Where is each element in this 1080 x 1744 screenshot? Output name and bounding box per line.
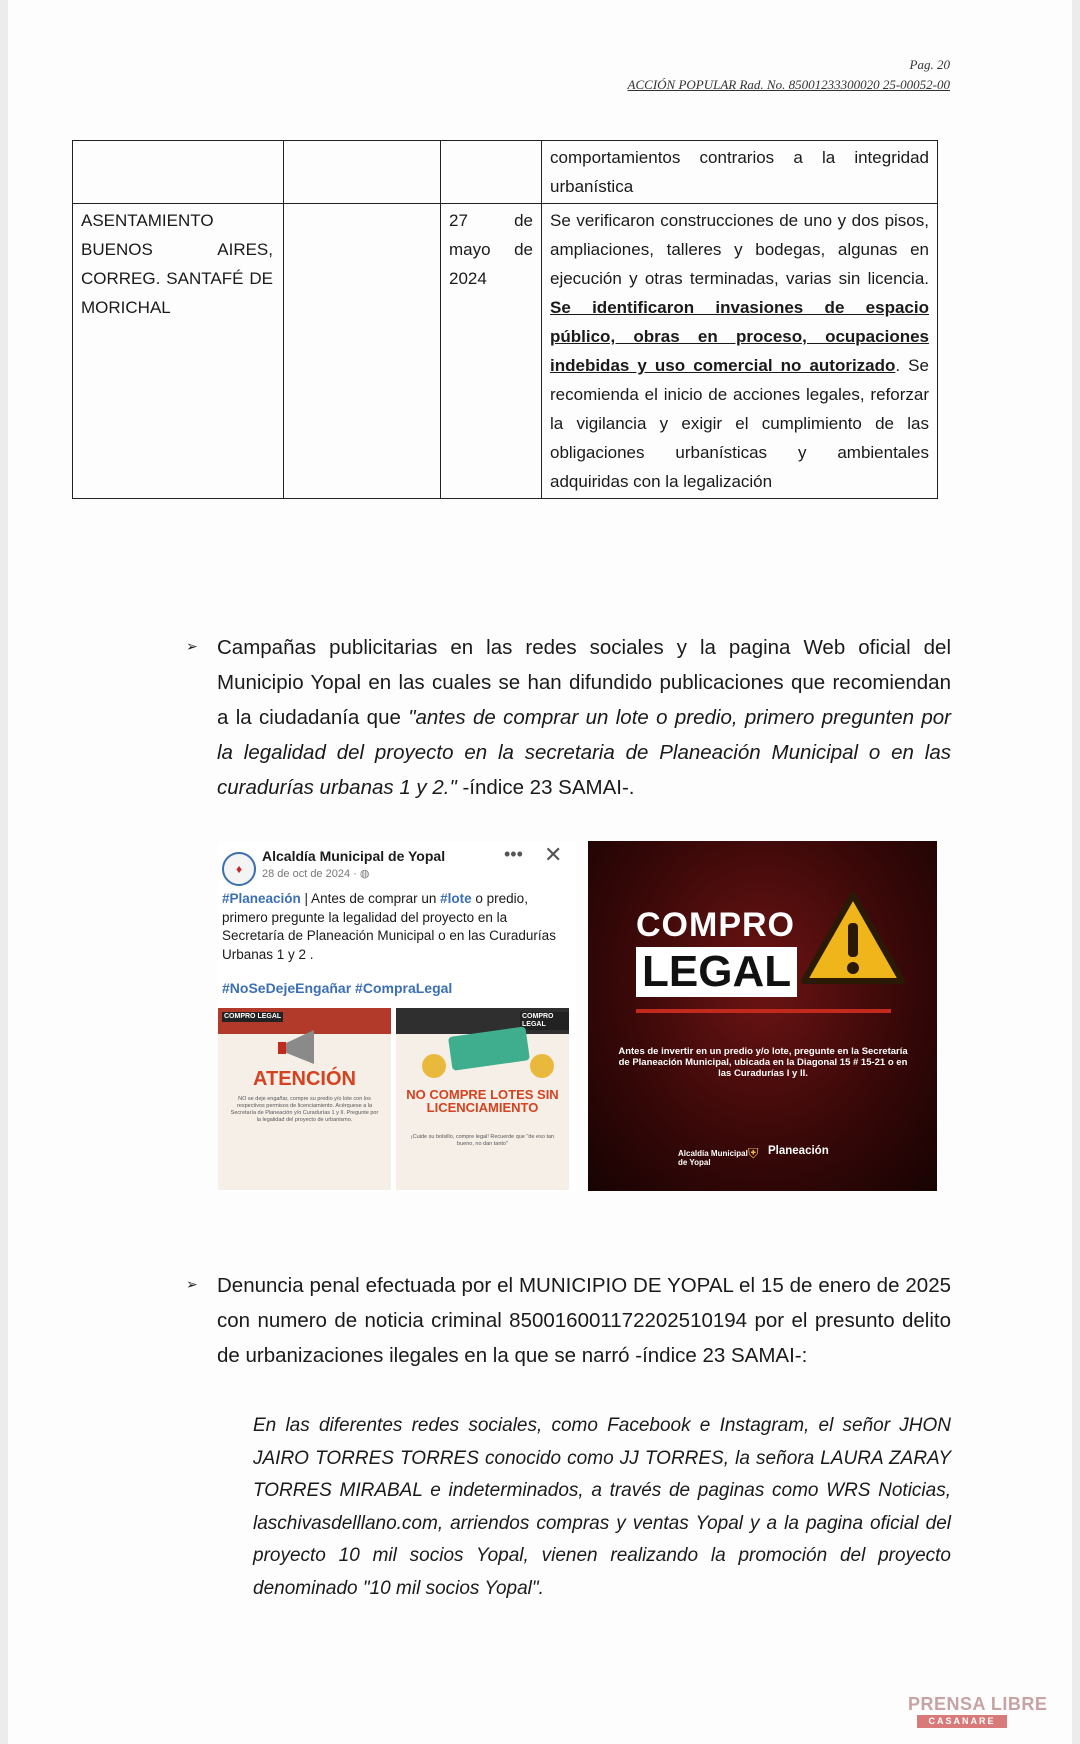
- table-cell: [73, 141, 284, 204]
- table-cell: [284, 204, 441, 499]
- observation-text: . Se recomienda el inicio de acciones legales, reforzar la vigilancia y exigir el cumplimiento de las obligaciones urbanísticas y ambientales adquiridas con la legalización: [550, 356, 929, 491]
- fb-hashtags: #NoSeDejeEngañar #CompraLegal: [222, 980, 453, 996]
- case-reference: ACCIÓN POPULAR Rad. No. 85001233300020 25-00052-00: [627, 77, 950, 92]
- warning-triangle-icon: [798, 889, 908, 989]
- card-subtext: NO se deje engañar, compre su predio y/o lote con los respectivos permisos de licenciamiento. Acérquese a la Secretaría de Planeación y/o Curadurías 1 y II. Pregunte por la legalidad del proyecto de urbanismo.: [230, 1096, 379, 1123]
- fb-card-atencion: [218, 1008, 391, 1190]
- hashtag: #lote: [440, 891, 472, 906]
- bullet-paragraph-campaigns: [217, 630, 951, 805]
- poster-footer-planeacion: Planeación: [768, 1145, 829, 1157]
- fb-text: | Antes de comprar un: [300, 891, 441, 906]
- table-cell-observation: comportamientos contrarios a la integridad urbanística: [542, 141, 938, 204]
- compro-legal-mini-logo: COMPRO LEGAL: [520, 1012, 569, 1030]
- poster-body-text: Antes de invertir en un predio y/o lote, pregunte en la Secretaría de Planeación Municipal, ubicada en la Diagonal 15 # 15-21 o en las Curadurías I y II.: [618, 1046, 908, 1079]
- fb-card-no-compre: [396, 1008, 569, 1190]
- inspection-table: [72, 140, 938, 499]
- fb-post-date: [262, 867, 369, 880]
- poster-divider: [636, 1009, 891, 1013]
- bullet-arrow-icon: ➢: [186, 638, 198, 654]
- compro-legal-poster: [588, 841, 937, 1191]
- watermark-subtitle: CASANARE: [917, 1715, 1007, 1728]
- observation-text: Se verificaron construcciones de uno y dos pisos, ampliaciones, talleres y bodegas, algunas en ejecución y otras terminadas, varias sin licencia.: [550, 211, 929, 288]
- coat-of-arms-icon: ⛨: [748, 1145, 759, 1161]
- globe-icon: ◍: [359, 868, 370, 880]
- municipality-logo-icon: ♦: [222, 852, 256, 886]
- table-cell: [441, 141, 542, 204]
- poster-footer-alcaldia: Alcaldía Municipal de Yopal: [678, 1149, 748, 1167]
- fb-page-name: Alcaldía Municipal de Yopal: [262, 848, 446, 864]
- page-number: Pag. 20: [909, 57, 950, 72]
- fb-date-text: 28 de oct de 2024 ·: [262, 868, 360, 880]
- hashtag: #Planeación: [222, 891, 301, 906]
- facebook-post-image: [218, 842, 576, 1192]
- observation-emphasis: Se identificaron invasiones de espacio público, obras en proceso, ocupaciones indebidas y uso comercial no autorizado: [550, 298, 929, 375]
- paragraph-text: -índice 23 SAMAI-.: [456, 776, 635, 799]
- card-subtext: ¡Cuide su bolsillo, compre legal! Recuerde que "de eso tan bueno, no dan tanto": [410, 1134, 555, 1147]
- money-bill-icon: [416, 1026, 556, 1082]
- card-title: ATENCIÓN: [253, 1068, 356, 1090]
- more-options-icon: •••: [504, 844, 523, 864]
- compro-legal-mini-logo: COMPRO LEGAL: [224, 1013, 282, 1020]
- complaint-quote: En las diferentes redes sociales, como Facebook e Instagram, el señor JHON JAIRO TORRES TORRES conocido como JJ TORRES, la señora LAURA ZARAY TORRES MIRABAL e indeterminados, a través de paginas como WRS Noticias, laschivasdelllano.com, arriendos compras y ventas Yopal y a la pagina oficial del proyecto 10 mil socios Yopal, vienen realizando la promoción del proyecto denominado "10 mil socios Yopal".: [253, 1415, 951, 1599]
- bullet-paragraph-complaint: Denuncia penal efectuada por el MUNICIPIO DE YOPAL el 15 de enero de 2025 con numero de noticia criminal 850016001172202510194 por el presunto delito de urbanizaciones ilegales en la que se narró -índice 23 SAMAI-:: [217, 1274, 951, 1367]
- table-cell-observation: [542, 204, 938, 499]
- watermark-logo: PRENSA LIBRE: [908, 1694, 1048, 1714]
- table-cell-location: ASENTAMIENTO BUENOS AIRES, CORREG. SANTAFÉ DE MORICHAL: [73, 204, 284, 499]
- poster-title-line2: LEGAL: [636, 947, 797, 997]
- card-title: NO COMPRE LOTES SIN LICENCIAMIENTO: [406, 1087, 559, 1115]
- bullet-arrow-icon: ➢: [186, 1276, 198, 1292]
- table-row: [73, 141, 938, 204]
- paragraph-text: Campañas publicitarias en las redes sociales y la pagina Web oficial del Municipio Yopal en las cuales se han difundido publicaciones que recomiendan a la ciudadanía que: [217, 636, 951, 729]
- table-cell: [284, 141, 441, 204]
- table-cell-date: 27 de mayo de 2024: [441, 204, 542, 499]
- fb-post-text: [222, 890, 558, 964]
- close-icon: ✕: [544, 842, 563, 867]
- megaphone-icon: [276, 1026, 336, 1068]
- fb-text: o predio, primero pregunte la legalidad del proyecto en la Secretaría de Planeación Municipal o en las Curadurías Urbanas 1 y 2 .: [222, 891, 556, 962]
- paragraph-quote: "antes de comprar un lote o predio, primero pregunten por la legalidad del proyecto en la secretaria de Planeación Municipal o en las curadurías urbanas 1 y 2.": [217, 706, 951, 799]
- table-row: [73, 204, 938, 499]
- poster-title-line1: COMPRO: [636, 906, 795, 944]
